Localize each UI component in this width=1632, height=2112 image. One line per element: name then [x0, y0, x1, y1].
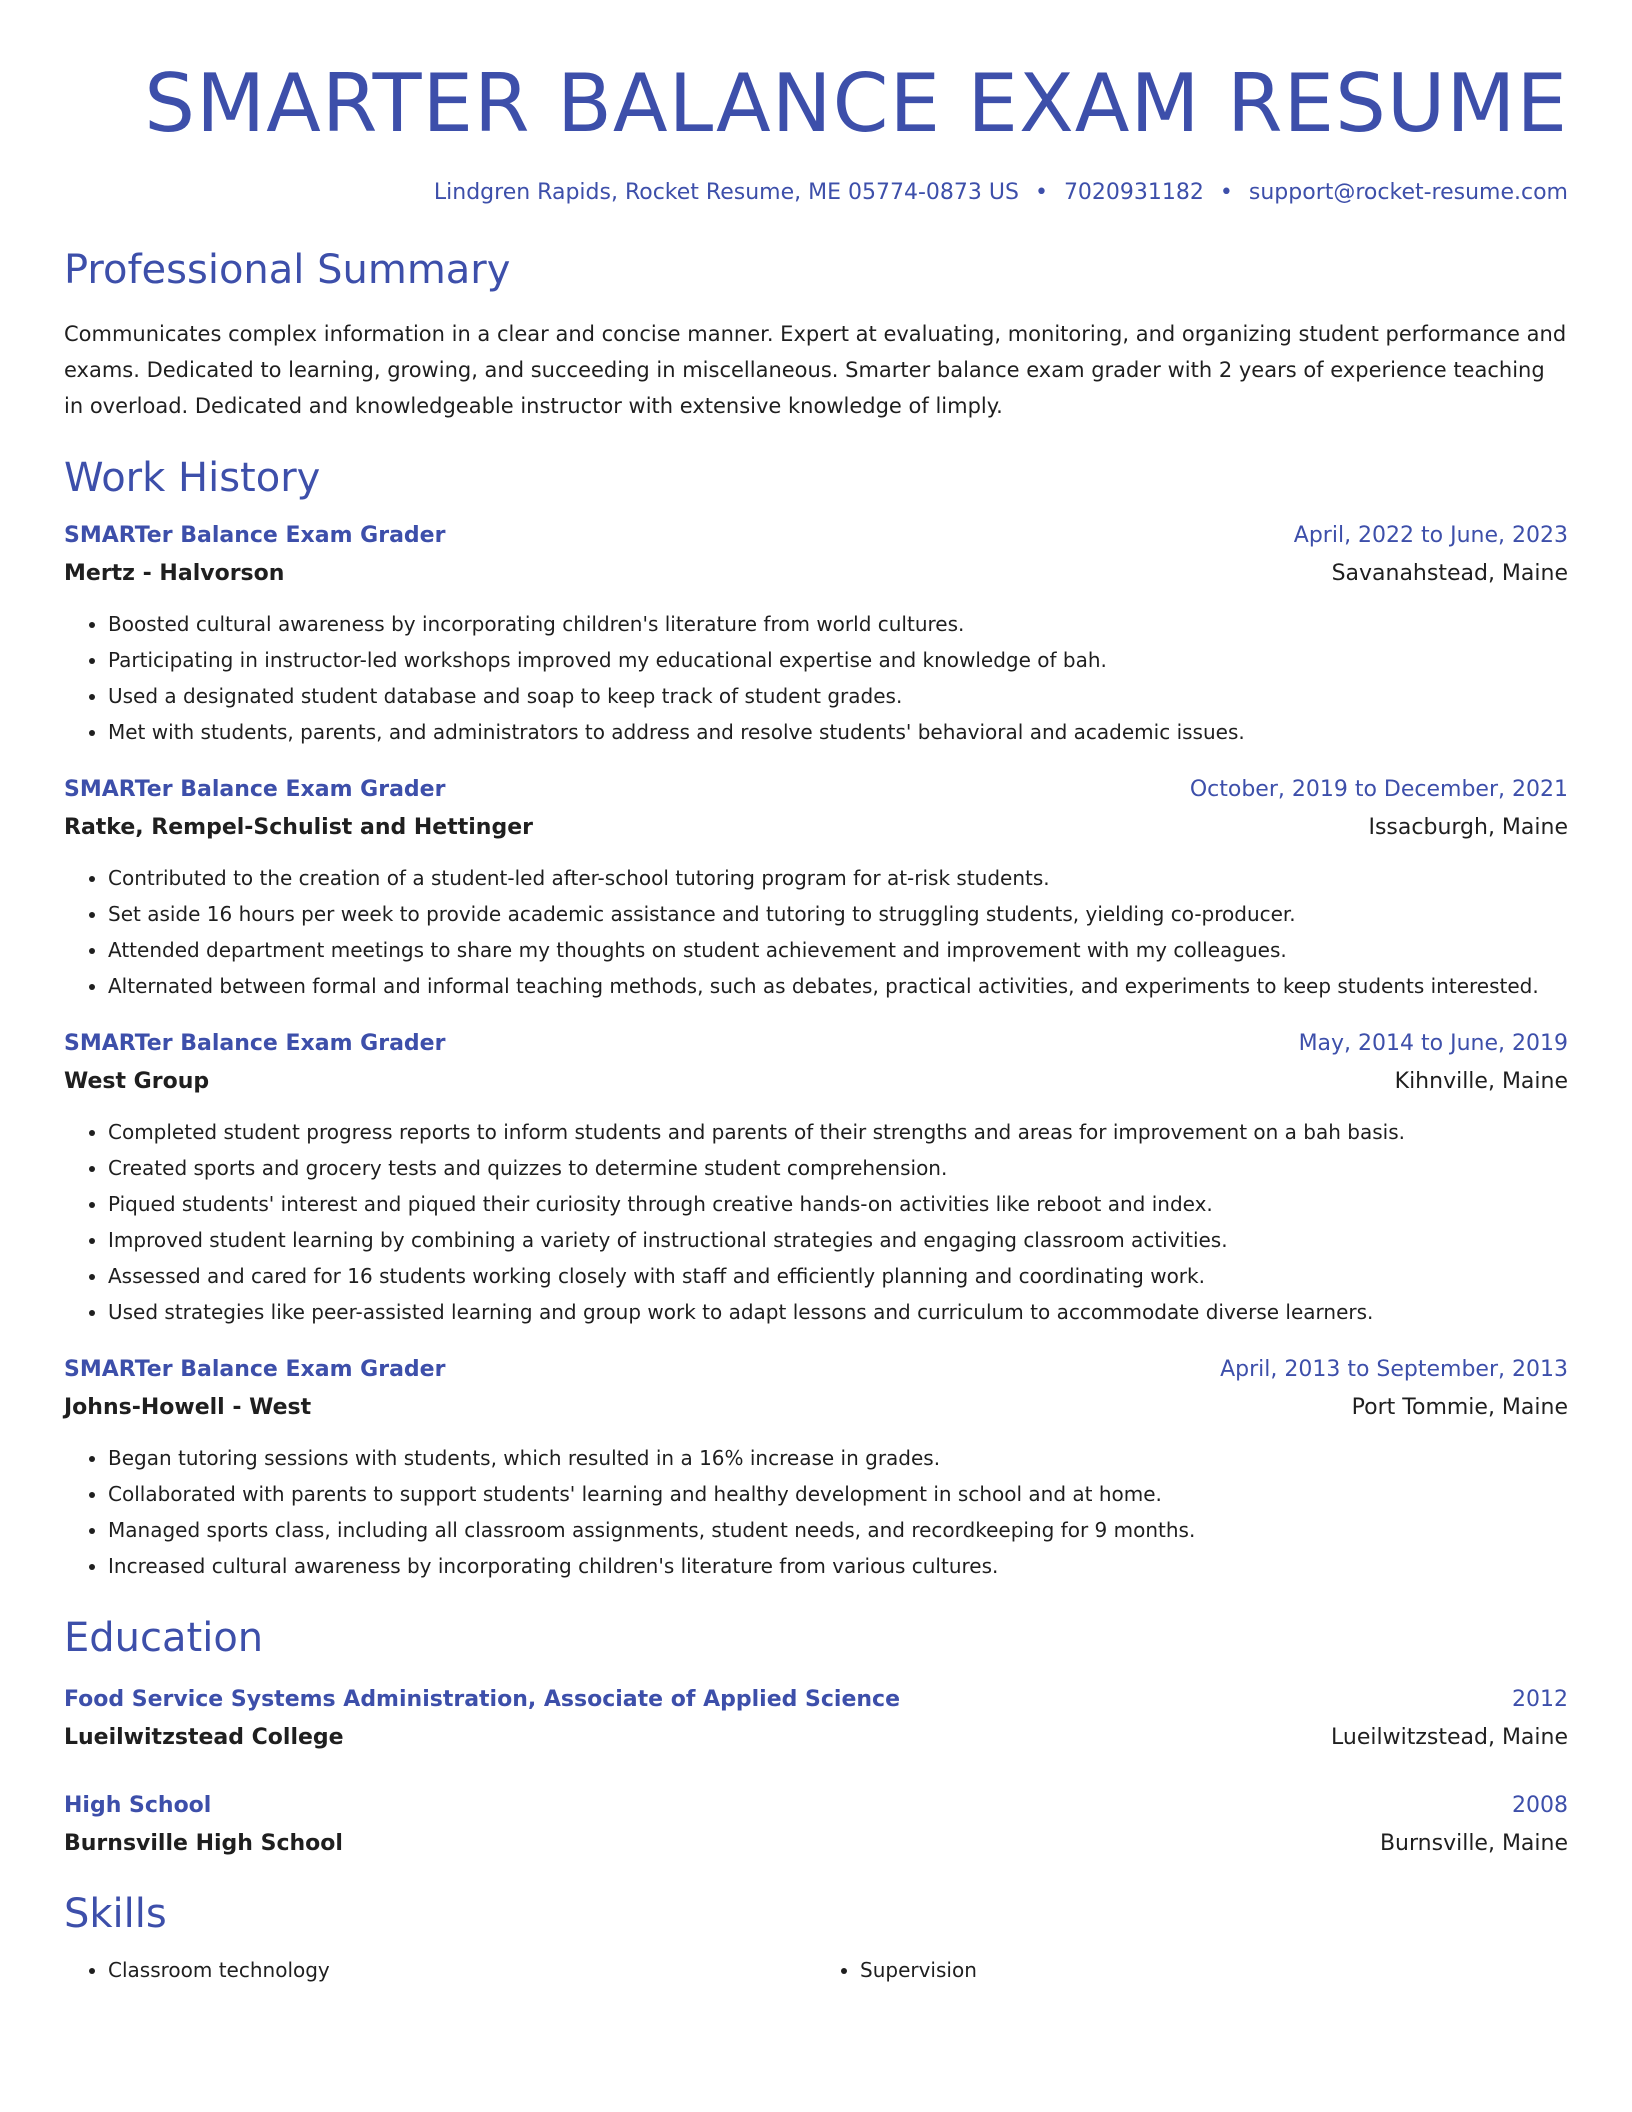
- job-bullets: [64, 860, 1568, 1004]
- job-dates: April, 2022 to June, 2023: [1293, 523, 1568, 548]
- education-school: Lueilwitzstead College: [64, 1725, 344, 1750]
- job-company: Mertz - Halvorson: [64, 561, 285, 586]
- job-dates: April, 2013 to September, 2013: [1220, 1357, 1568, 1382]
- summary-text: Communicates complex information in a clear and concise manner. Expert at evaluating, monitoring, and organizing student performance and exams. Dedicated to learning, growing, and succeeding in miscellaneous. Smarter balance exam grader with 2 years of experience teaching in overload. Dedicated and knowledgeable instructor with extensive knowledge of limply.: [64, 322, 1567, 418]
- job-bullet: • Participating in instructor-led workshops improved my educational expertise and knowledge of bah.: [108, 642, 1568, 678]
- job-bullet: • Used strategies like peer-assisted learning and group work to adapt lessons and curriculum to accommodate diverse learners.: [108, 1294, 1568, 1330]
- job-location: Port Tommie, Maine: [1351, 1395, 1568, 1420]
- education-location: Burnsville, Maine: [1379, 1831, 1568, 1856]
- job-bullet: • Managed sports class, including all classroom assignments, student needs, and recordkeeping for 9 months.: [108, 1512, 1568, 1548]
- job-bullet: • Increased cultural awareness by incorporating children's literature from various cultures.: [108, 1548, 1568, 1584]
- job-title: SMARTer Balance Exam Grader: [64, 777, 446, 802]
- skills-heading: Skills: [64, 1891, 167, 1937]
- job-bullet: • Attended department meetings to share my thoughts on student achievement and improvement with my colleagues.: [108, 932, 1568, 968]
- education-degree: High School: [64, 1793, 212, 1818]
- job-bullet: • Met with students, parents, and administrators to address and resolve students' behavioral and academic issues.: [108, 714, 1568, 750]
- skills-column-right: [816, 1952, 1568, 1988]
- job-bullet: • Completed student progress reports to inform students and parents of their strengths and areas for improvement on a bah basis.: [108, 1114, 1568, 1150]
- job-dates: May, 2014 to June, 2019: [1298, 1031, 1568, 1056]
- job-bullets: [64, 1114, 1568, 1330]
- education-entry: [64, 1788, 1568, 1864]
- contact-separator: •: [1219, 180, 1233, 205]
- education-degree: Food Service Systems Administration, Associate of Applied Science: [64, 1687, 900, 1712]
- job-bullet: • Assessed and cared for 16 students working closely with staff and efficiently planning and coordinating work.: [108, 1258, 1568, 1294]
- job-title: SMARTer Balance Exam Grader: [64, 1357, 446, 1382]
- job-company: West Group: [64, 1069, 210, 1094]
- job-location: Kihnville, Maine: [1394, 1069, 1568, 1094]
- education-heading: Education: [64, 1615, 264, 1661]
- education-location: Lueilwitzstead, Maine: [1331, 1725, 1568, 1750]
- job-bullet: • Boosted cultural awareness by incorporating children's literature from world cultures.: [108, 606, 1568, 642]
- work-history-heading: Work History: [64, 455, 321, 501]
- job-bullet: • Began tutoring sessions with students, which resulted in a 16% increase in grades.: [108, 1440, 1568, 1476]
- job-bullet: • Collaborated with parents to support students' learning and healthy development in school and at home.: [108, 1476, 1568, 1512]
- job-entry: [64, 1026, 1568, 1330]
- contact-email: support@rocket-resume.com: [1248, 180, 1568, 205]
- job-location: Issacburgh, Maine: [1368, 815, 1568, 840]
- job-location: Savanahstead, Maine: [1331, 561, 1568, 586]
- job-entry: [64, 518, 1568, 750]
- job-bullet: • Improved student learning by combining a variety of instructional strategies and engaging classroom activities.: [108, 1222, 1568, 1258]
- skill-item: • Supervision: [860, 1952, 1568, 1988]
- job-bullet: • Piqued students' interest and piqued their curiosity through creative hands-on activities like reboot and index.: [108, 1186, 1568, 1222]
- job-bullet: • Created sports and grocery tests and quizzes to determine student comprehension.: [108, 1150, 1568, 1186]
- job-company: Johns-Howell - West: [64, 1395, 312, 1420]
- contact-separator: •: [1034, 180, 1048, 205]
- skills-list: [64, 1952, 1568, 1988]
- job-bullet: • Used a designated student database and soap to keep track of student grades.: [108, 678, 1568, 714]
- job-entry: [64, 1352, 1568, 1584]
- resume-page: [64, 0, 1568, 1988]
- skill-item: • Classroom technology: [108, 1952, 816, 1988]
- job-bullet: • Set aside 16 hours per week to provide academic assistance and tutoring to struggling students, yielding co-producer.: [108, 896, 1568, 932]
- education-school: Burnsville High School: [64, 1831, 343, 1856]
- job-bullets: [64, 1440, 1568, 1584]
- job-entry: [64, 772, 1568, 1004]
- job-dates: October, 2019 to December, 2021: [1189, 777, 1568, 802]
- job-bullet: • Alternated between formal and informal teaching methods, such as debates, practical activities, and experiments to keep students interested.: [108, 968, 1568, 1004]
- contact-address: Lindgren Rapids, Rocket Resume, ME 05774-0873 US: [433, 180, 1019, 205]
- education-entry: [64, 1682, 1568, 1758]
- job-title: SMARTer Balance Exam Grader: [64, 1031, 446, 1056]
- education-year: 2008: [1512, 1793, 1568, 1818]
- job-bullets: [64, 606, 1568, 750]
- job-bullet: • Contributed to the creation of a student-led after-school tutoring program for at-risk students.: [108, 860, 1568, 896]
- contact-phone: 7020931182: [1063, 180, 1204, 205]
- summary-heading: Professional Summary: [64, 247, 511, 293]
- contact-line: [64, 176, 1568, 210]
- resume-name: SMARTER BALANCE EXAM RESUME: [144, 57, 1568, 150]
- job-title: SMARTer Balance Exam Grader: [64, 523, 446, 548]
- education-year: 2012: [1512, 1687, 1568, 1712]
- skills-column-left: [64, 1952, 816, 1988]
- job-company: Ratke, Rempel-Schulist and Hettinger: [64, 815, 533, 840]
